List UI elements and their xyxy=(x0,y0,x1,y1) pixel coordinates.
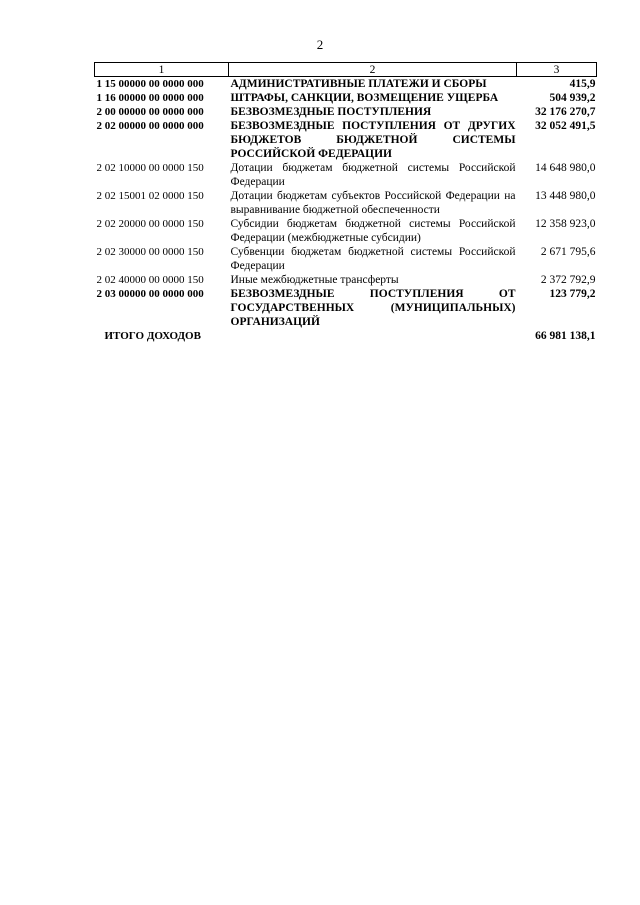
row-name: ШТРАФЫ, САНКЦИИ, ВОЗМЕЩЕНИЕ УЩЕРБА xyxy=(230,92,499,104)
column-header-amount: 3 xyxy=(517,63,597,77)
row-name: Дотации бюджетам бюджетной системы Российской Федерации xyxy=(230,162,516,188)
table-row xyxy=(95,189,597,217)
column-header-code: 1 xyxy=(95,63,229,77)
table-row xyxy=(95,245,597,273)
table-row xyxy=(95,77,597,92)
row-code: 2 02 15001 02 0000 150 xyxy=(96,190,204,202)
row-amount: 2 671 795,6 xyxy=(540,246,596,258)
row-amount: 123 779,2 xyxy=(549,288,596,300)
table-row xyxy=(95,287,597,329)
row-amount: 32 052 491,5 xyxy=(535,120,596,132)
row-code: 1 16 00000 00 0000 000 xyxy=(96,92,204,104)
row-name: АДМИНИСТРАТИВНЫЕ ПЛАТЕЖИ И СБОРЫ xyxy=(230,78,487,90)
column-number-header-row xyxy=(95,63,597,77)
table-row xyxy=(95,119,597,161)
page-number: 2 xyxy=(316,37,324,52)
row-amount: 14 648 980,0 xyxy=(535,162,596,174)
row-code: 2 00 00000 00 0000 000 xyxy=(96,106,204,118)
row-name: БЕЗВОЗМЕЗДНЫЕ ПОСТУПЛЕНИЯ xyxy=(230,106,432,118)
table-row xyxy=(95,161,597,189)
row-code: 2 02 10000 00 0000 150 xyxy=(96,162,204,174)
total-row xyxy=(95,329,597,343)
row-name: Дотации бюджетам субъектов Российской Федерации на выравнивание бюджетной обеспеченности xyxy=(230,190,516,216)
row-name: БЕЗВОЗМЕЗДНЫЕ ПОСТУПЛЕНИЯ ОТ ГОСУДАРСТВЕННЫХ (МУНИЦИПАЛЬНЫХ) ОРГАНИЗАЦИЙ xyxy=(230,288,516,328)
row-code: 2 03 00000 00 0000 000 xyxy=(96,288,204,300)
row-amount: 32 176 270,7 xyxy=(535,106,596,118)
row-name: Субвенции бюджетам бюджетной системы Российской Федерации xyxy=(230,246,516,272)
table-row xyxy=(95,273,597,287)
row-code: 2 02 30000 00 0000 150 xyxy=(96,246,204,258)
row-name: Иные межбюджетные трансферты xyxy=(230,274,399,286)
row-name: БЕЗВОЗМЕЗДНЫЕ ПОСТУПЛЕНИЯ ОТ ДРУГИХ БЮДЖЕТОВ БЮДЖЕТНОЙ СИСТЕМЫ РОССИЙСКОЙ ФЕДЕРАЦИИ xyxy=(230,120,516,160)
revenue-table xyxy=(94,62,597,343)
row-code: 2 02 00000 00 0000 000 xyxy=(96,120,204,132)
total-name-empty xyxy=(229,329,517,343)
row-amount: 504 939,2 xyxy=(549,92,596,104)
table-row xyxy=(95,105,597,119)
table-row xyxy=(95,91,597,105)
row-amount: 13 448 980,0 xyxy=(535,190,596,202)
table-row xyxy=(95,217,597,245)
row-code: 2 02 40000 00 0000 150 xyxy=(96,274,204,286)
row-amount: 12 358 923,0 xyxy=(535,218,596,230)
row-code: 1 15 00000 00 0000 000 xyxy=(96,78,204,90)
row-code: 2 02 20000 00 0000 150 xyxy=(96,218,204,230)
total-amount: 66 981 138,1 xyxy=(535,330,596,342)
total-label: ИТОГО ДОХОДОВ xyxy=(104,330,201,342)
row-amount: 2 372 792,9 xyxy=(540,274,596,286)
column-header-name: 2 xyxy=(229,63,517,77)
row-name: Субсидии бюджетам бюджетной системы Российской Федерации (межбюджетные субсидии) xyxy=(230,218,516,244)
row-amount: 415,9 xyxy=(569,78,596,90)
